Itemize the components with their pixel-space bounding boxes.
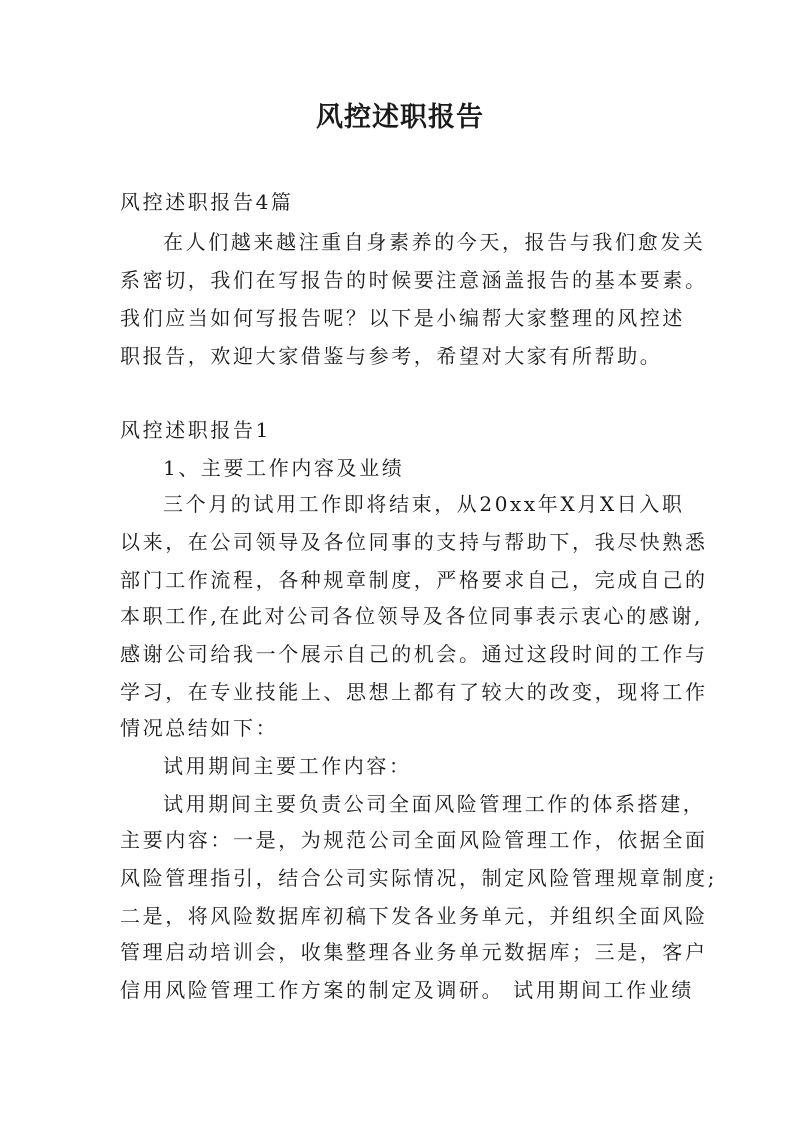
- paragraph-line: 试用期间主要负责公司全面风险管理工作的体系搭建，: [163, 792, 706, 816]
- paragraph-line: 管理启动培训会，收集整理各业务单元数据库；三是，客户: [120, 940, 708, 964]
- paragraph-line: 以来，在公司领导及各位同事的支持与帮助下，我尽快熟悉: [120, 530, 708, 554]
- item-heading: 1、主要工作内容及业绩: [163, 456, 405, 480]
- intro-line: 职报告，欢迎大家借鉴与参考，希望对大家有所帮助。: [120, 344, 663, 368]
- document-subtitle: 风控述职报告4篇: [120, 190, 294, 214]
- subheading: 试用期间主要工作内容：: [163, 754, 412, 778]
- paragraph-line: 主要内容：一是，为规范公司全面风险管理工作，依据全面: [120, 828, 708, 852]
- paragraph-line: 感谢公司给我一个展示自己的机会。通过这段时间的工作与: [120, 642, 708, 666]
- paragraph-line: 本职工作,在此对公司各位领导及各位同事表示衷心的感谢,: [120, 604, 703, 628]
- section-heading: 风控述职报告1: [120, 418, 271, 442]
- paragraph-line: 三个月的试用工作即将结束，从20xx年X月X日入职: [163, 492, 685, 516]
- paragraph-line: 风险管理指引，结合公司实际情况，制定风险管理规章制度;: [120, 866, 717, 890]
- intro-line: 在人们越来越注重自身素养的今天，报告与我们愈发关: [163, 230, 706, 254]
- paragraph-line: 信用风险管理工作方案的制定及调研。 试用期间工作业绩: [120, 978, 694, 1002]
- paragraph-line: 二是，将风险数据库初稿下发各业务单元，并组织全面风险: [120, 904, 708, 928]
- paragraph-line: 部门工作流程，各种规章制度，严格要求自己，完成自己的: [120, 568, 708, 592]
- intro-line: 我们应当如何写报告呢？以下是小编帮大家整理的风控述: [120, 306, 685, 330]
- document-title: 风控述职报告: [316, 102, 484, 133]
- intro-line: 系密切，我们在写报告的时候要注意涵盖报告的基本要素。: [120, 268, 708, 292]
- paragraph-line: 学习，在专业技能上、思想上都有了较大的改变，现将工作: [120, 680, 708, 704]
- paragraph-line: 情况总结如下：: [120, 716, 279, 740]
